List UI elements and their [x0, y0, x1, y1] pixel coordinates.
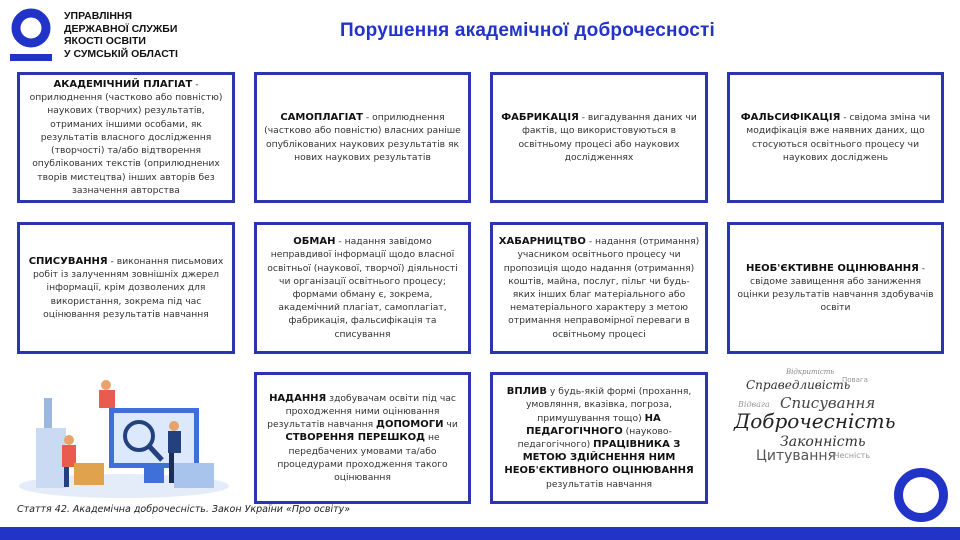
card-falsification [727, 72, 944, 203]
card-bribery [490, 222, 708, 354]
card-term: ФАЛЬСИФІКАЦІЯ [740, 112, 841, 124]
word-cloud-word: Чесність [834, 451, 871, 460]
word-cloud-word: Списування [780, 394, 876, 412]
card-term: НА ПЕДАГОГІЧНОГО [526, 412, 661, 437]
card-text: - виконання письмових робіт із залученням зовнішніх джерел інформації, крім дозволених для використання, зокрема під час оцінювання результатів навчання [32, 255, 224, 320]
card-text: у будь-якій формі (прохання, умовляння, вказівка, погроза, примушування тощо) [526, 386, 692, 424]
word-cloud [722, 362, 898, 478]
card-text: - свідоме завищення або заниження оцінки результатів навчання здобувачів освіти [737, 262, 934, 314]
org-line: УПРАВЛІННЯ [64, 10, 133, 22]
card-term: СПИСУВАННЯ [28, 255, 108, 267]
card-term: ДОПОМОГИ [376, 419, 444, 431]
card-term: ХАБАРНИЦТВО [498, 236, 586, 248]
card-text: - вигадування даних чи фактів, що використовуються в освітньому процесі або наукових дослідженнях [518, 112, 697, 163]
source-footnote: Стаття 42. Академічна доброчесність. Закон України «Про освіту» [17, 504, 351, 515]
card-biased-assessment [727, 222, 944, 354]
organization-name [64, 10, 178, 60]
card-text: результатів навчання [546, 478, 652, 490]
card-term: АКАДЕМІЧНИЙ ПЛАГІАТ [53, 79, 193, 91]
card-text: чи [443, 419, 458, 431]
card-term: НАДАННЯ [269, 392, 327, 404]
card-text: - надання завідомо неправдивої інформації щодо власної освітньої (наукової, творчої) діяльності чи організації освітнього процесу; формами обману є, зокрема, академічний плагіат, самоплагіат, фабрикація, фальсифікація та списування [267, 236, 458, 340]
card-text: здобувачам освіти під час проходження ними оцінювання результатів навчання [267, 392, 456, 431]
word-cloud-word: Цитування [756, 448, 836, 464]
card-text: - свідома зміна чи модифікація вже наявних даних, що стосуються освітнього процесу чи наукових досліджень [746, 112, 931, 163]
card-term: САМОПЛАГІАТ [280, 112, 363, 124]
word-cloud-word: Повага [842, 376, 868, 384]
org-line: ЯКОСТІ ОСВІТИ [64, 35, 146, 47]
card-self-plagiarism [254, 72, 471, 203]
footer-bar [0, 527, 960, 540]
card-assistance-obstruction [254, 372, 471, 504]
card-influence-on-teacher [490, 372, 708, 504]
logo-icon [10, 8, 52, 61]
card-text: - оприлюднення (частково або повністю) власних раніше опублікованих наукових результатів як нових наукових результатів [264, 112, 461, 163]
card-academic-plagiarism [17, 72, 235, 203]
card-text: - надання (отримання) учасником освітнього процесу чи пропозиція щодо надання (отримання) коштів, майна, послуг, пільг чи будь-яких інших благ матеріального або нематеріального характеру з метою отримання неправомірної переваги в освітньому процесі [503, 236, 700, 340]
card-fabrication [490, 72, 708, 203]
word-cloud-word: Відвага [738, 400, 770, 409]
card-term: ПРАЦІВНИКА З МЕТОЮ ЗДІЙСНЕННЯ НИМ НЕОБ'ЄКТИВНОГО ОЦІНЮВАННЯ [504, 439, 694, 477]
card-text: - оприлюднення (частково або повністю) наукових (творчих) результатів, отриманих іншими особами, як результатів власного дослідження (творчості) та/або відтворення опублікованих текстів (оприлюднених творів мистецтва) інших авторів без зазначення авторства [29, 79, 223, 196]
card-term: ФАБРИКАЦІЯ [501, 112, 579, 124]
word-cloud-word: Законність [780, 434, 866, 450]
card-term: ОБМАН [293, 236, 336, 248]
card-term: НЕОБ'ЄКТИВНЕ ОЦІНЮВАННЯ [745, 262, 919, 274]
card-text: не передбачених умовами та/або процедурами проходження такого оцінювання [277, 432, 448, 483]
page-title: Порушення академічної доброчесності [340, 20, 716, 41]
card-deception [254, 222, 471, 354]
card-cheating [17, 222, 235, 354]
word-cloud-word: Справедливість [746, 378, 851, 392]
card-text: (науково-педагогічного) [517, 425, 672, 450]
card-term: СТВОРЕННЯ ПЕРЕШКОД [285, 432, 426, 444]
ring-logo-icon [894, 468, 948, 522]
org-line: ДЕРЖАВНОЇ СЛУЖБИ [64, 22, 178, 35]
research-illustration [14, 368, 236, 500]
card-term: ВПЛИВ [506, 386, 547, 398]
org-line: У СУМСЬКІЙ ОБЛАСТІ [64, 47, 178, 60]
word-cloud-word: Доброчесність [734, 409, 896, 433]
word-cloud-word: Відкритість [786, 368, 835, 376]
